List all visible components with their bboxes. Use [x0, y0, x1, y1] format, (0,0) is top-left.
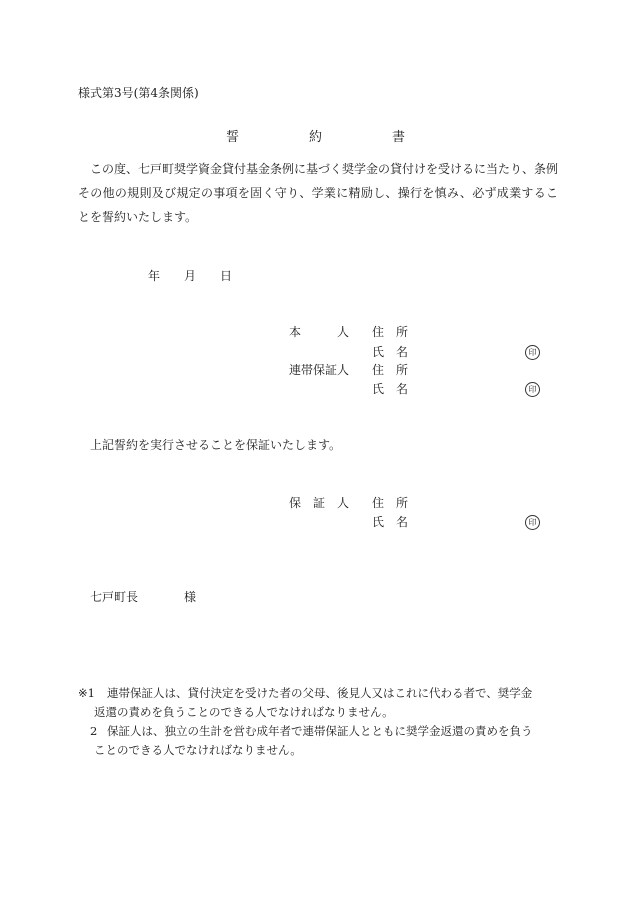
honorific: 様 [184, 590, 197, 604]
title-char-2: 約 [309, 130, 323, 145]
document-title [0, 126, 630, 145]
joint-guarantor-seal-mark: 印 [525, 382, 540, 397]
note-2-mark: 2 [90, 724, 98, 738]
principal-name-label: 氏 名 [372, 345, 409, 359]
note-1-mark: ※1 [78, 686, 95, 700]
note-1-line-2: 返還の責めを負うことのできる人でなければなりません。 [94, 705, 394, 719]
note-1-line-1: 連帯保証人は、貸付決定を受けた者の父母、後見人又はこれに代わる者で、奨学金 [107, 686, 533, 700]
date-month: 月 [184, 269, 197, 283]
guarantee-statement: 上記誓約を実行させることを保証いたします。 [90, 438, 342, 452]
guarantor-name-label: 氏 名 [372, 515, 409, 529]
guarantor-seal-mark: 印 [525, 515, 540, 530]
title-char-3: 書 [392, 130, 406, 145]
note-2-line-2: ことのできる人でなければなりません。 [94, 743, 302, 757]
guarantor-address-label: 住 所 [372, 496, 409, 510]
mayor-title: 七戸町長 [90, 590, 139, 604]
title-char-1: 誓 [226, 130, 240, 145]
guarantor-label: 保 証 人 [289, 496, 350, 510]
form-number: 様式第3号(第4条関係) [78, 86, 199, 100]
date-day: 日 [220, 269, 233, 283]
joint-guarantor-name-label: 氏 名 [372, 382, 409, 396]
pledge-body: この度、七戸町奨学資金貸付基金条例に基づく奨学金の貸付けを受けるに当たり、条例その他の規則及び規定の事項を固く守り、学業に精励し、操行を慎み、必ず成業することを誓約いたします。 [78, 162, 559, 224]
principal-seal-mark: 印 [525, 345, 540, 360]
principal-label: 本 人 [289, 325, 350, 339]
joint-guarantor-label: 連帯保証人 [289, 363, 350, 377]
joint-guarantor-address-label: 住 所 [372, 363, 409, 377]
note-2-line-1: 保証人は、独立の生計を営む成年者で連帯保証人とともに奨学金返還の責めを負う [107, 724, 533, 738]
date-year: 年 [148, 269, 161, 283]
principal-address-label: 住 所 [372, 325, 409, 339]
